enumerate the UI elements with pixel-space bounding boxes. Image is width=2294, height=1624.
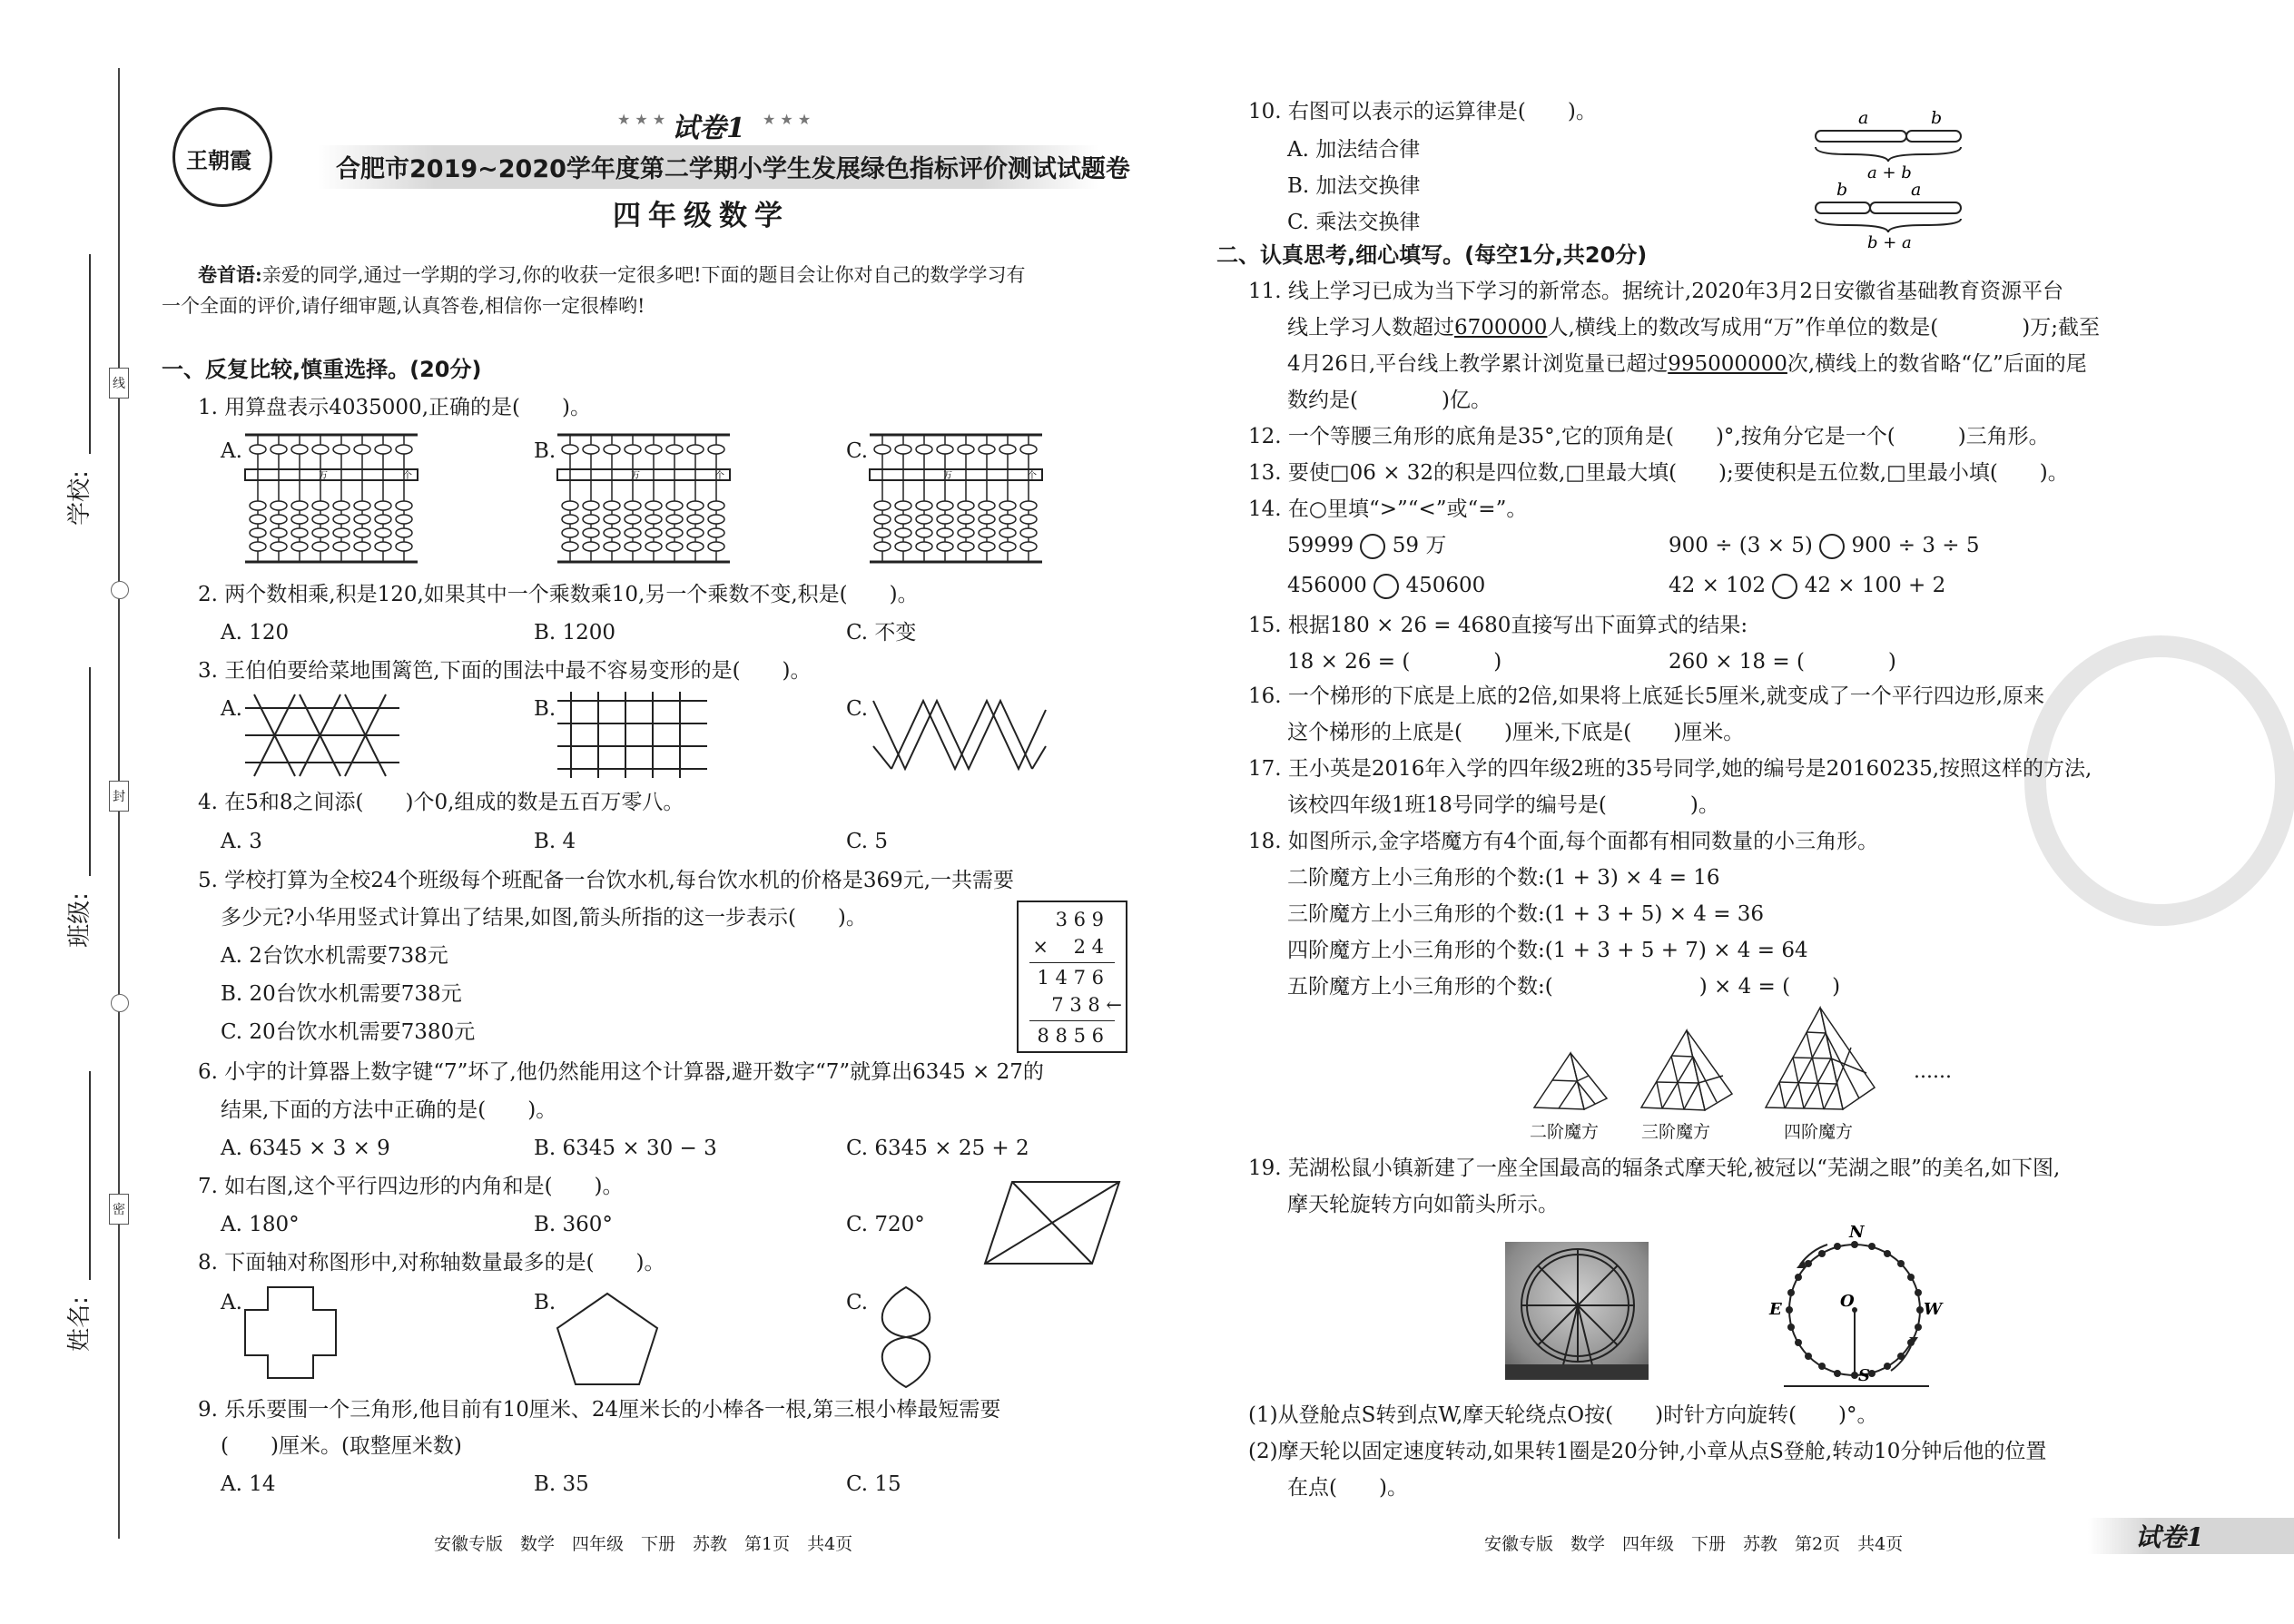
diag-label-a-1: a <box>1858 108 1869 128</box>
q12-stem: 12. 一个等腰三角形的底角是35°,它的顶角是( )°,按角分它是一个( )三角形。 <box>1248 425 2050 448</box>
brand-name: 王朝霞 <box>186 147 251 173</box>
q14-a <box>1287 532 1446 559</box>
pyramid-4 <box>1766 1008 1875 1112</box>
seal-dot-1 <box>111 581 129 599</box>
calc-rule-1 <box>1029 962 1115 963</box>
q7-option-a[interactable]: A. 180° <box>221 1213 300 1236</box>
q11-line-2 <box>1287 314 2100 341</box>
vertical-multiplication <box>1017 901 1127 1053</box>
calc-rule-2 <box>1029 1020 1115 1021</box>
seal-mark-2: 封 <box>109 781 129 812</box>
q3-option-a-label[interactable]: A. <box>221 697 242 721</box>
q6-stem-1: 6. 小宇的计算器上数字键“7”坏了,他仍然能用这个计算器,避开数字“7”就算出6345 × 27的 <box>198 1060 1044 1084</box>
paper-badge: 试卷1 <box>672 113 745 144</box>
compare-circle-4[interactable] <box>1772 574 1797 599</box>
q9-option-c[interactable]: C. 15 <box>846 1472 901 1496</box>
q9-option-a[interactable]: A. 14 <box>221 1472 276 1496</box>
q14-b <box>1669 532 1980 559</box>
point-w: W <box>1924 1300 1943 1319</box>
seal-mark-3: 密 <box>109 1194 129 1225</box>
q8-option-b-label[interactable]: B. <box>534 1291 556 1314</box>
subject-title: 四年级数学 <box>613 200 790 232</box>
q14-c-right: 450600 <box>1405 574 1486 597</box>
q15-a[interactable]: 18 × 26 = ( ) <box>1287 650 1502 674</box>
q10-option-b[interactable]: B. 加法交换律 <box>1287 174 1421 198</box>
q4-option-b[interactable]: B. 4 <box>534 830 576 853</box>
name-label: 姓名: <box>65 1296 94 1352</box>
footer-left: 安徽专版 数学 四年级 下册 苏教 第1页 共4页 <box>434 1534 853 1554</box>
pyramid-2 <box>1534 1053 1607 1112</box>
commutative-diagram <box>1811 107 1965 252</box>
q3-option-c-label[interactable]: C. <box>846 697 869 721</box>
q6-option-a[interactable]: A. 6345 × 3 × 9 <box>221 1137 390 1160</box>
abacus-wan-mark: 万 <box>631 471 640 481</box>
q8-stem: 8. 下面轴对称图形中,对称轴数量最多的是( )。 <box>198 1251 665 1275</box>
q17-line-1: 17. 王小英是2016年入学的四年级2班的35号同学,她的编号是20160235,按照这样的方法, <box>1248 757 2092 781</box>
q16-line-2: 这个梯形的上底是( )厘米,下底是( )厘米。 <box>1287 721 1745 744</box>
class-label: 班级: <box>65 892 94 948</box>
q2-option-a[interactable]: A. 120 <box>221 621 290 645</box>
pyramid-ellipsis: ...... <box>1914 1060 1952 1083</box>
q11-line-1: 11. 线上学习已成为当下学习的新常态。据统计,2020年3月2日安徽省基础教育资源平台 <box>1248 280 2063 303</box>
calc-row-4: 7 3 8 ← <box>1051 994 1122 1016</box>
q14-c <box>1287 572 1485 599</box>
q11-line-4: 数约是( )亿。 <box>1287 389 1492 412</box>
q4-option-c[interactable]: C. 5 <box>846 830 889 853</box>
class-blank[interactable] <box>89 667 91 876</box>
q14-d-left: 42 × 102 <box>1669 574 1767 597</box>
abacus-ge-mark: 个 <box>1028 471 1037 481</box>
q19-part-2-line-1: (2)摩天轮以固定速度转动,如果转1圈是20分钟,小章从点S登舱,转动10分钟后他的位置 <box>1248 1440 2047 1463</box>
paper-title: 合肥市2019~2020学年度第二学期小学生发展绿色指标评价测试试题卷 <box>336 155 1130 183</box>
q8-option-a-label[interactable]: A. <box>221 1291 242 1314</box>
point-n: N <box>1849 1223 1865 1242</box>
q18-line-3: 三阶魔方上小三角形的个数:(1 + 3 + 5) × 4 = 36 <box>1287 902 1765 926</box>
q3-option-b-label[interactable]: B. <box>534 697 556 721</box>
wheel-diagram <box>1769 1223 1943 1398</box>
diag-label-b-1: b <box>1931 108 1943 128</box>
q14-d <box>1669 572 1945 599</box>
diag-label-a-2: a <box>1911 180 1922 200</box>
q2-stem: 2. 两个数相乘,积是120,如果其中一个乘数乘10,另一个乘数不变,积是( )。 <box>198 583 919 606</box>
pyramid-4-label: 四阶魔方 <box>1784 1122 1854 1142</box>
diag-sum-2: b + a <box>1867 233 1912 252</box>
pyramid-3-label: 三阶魔方 <box>1641 1122 1711 1142</box>
footer-right: 安徽专版 数学 四年级 下册 苏教 第2页 共4页 <box>1484 1534 1904 1554</box>
abacus-ge-mark: 个 <box>715 471 724 481</box>
q3-stem: 3. 王伯伯要给菜地围篱笆,下面的围法中最不容易变形的是( )。 <box>198 659 812 683</box>
q4-option-a[interactable]: A. 3 <box>221 830 262 853</box>
q14-d-right: 42 × 100 + 2 <box>1804 574 1946 597</box>
q7-option-b[interactable]: B. 360° <box>534 1213 613 1236</box>
pyramid-2-label: 二阶魔方 <box>1530 1122 1600 1142</box>
q5-option-b[interactable]: B. 20台饮水机需要738元 <box>221 982 462 1006</box>
q10-option-a[interactable]: A. 加法结合律 <box>1287 138 1421 162</box>
q10-option-c[interactable]: C. 乘法交换律 <box>1287 211 1421 234</box>
q2-option-b[interactable]: B. 1200 <box>534 621 616 645</box>
abacus-c <box>870 431 1042 567</box>
compare-circle-2[interactable] <box>1819 534 1845 559</box>
footer-tag: 试卷1 <box>2135 1522 2204 1552</box>
abacus-wan-mark: 万 <box>319 471 328 481</box>
q18-line-1: 18. 如图所示,金字塔魔方有4个面,每个面都有相同数量的小三角形。 <box>1248 830 1879 853</box>
abacus-ge-mark: 个 <box>403 471 412 481</box>
q5-option-c[interactable]: C. 20台饮水机需要7380元 <box>221 1020 476 1044</box>
fence-diamonds <box>873 692 1046 778</box>
diag-label-b-2: b <box>1836 180 1848 200</box>
name-blank[interactable] <box>89 1071 91 1280</box>
q11-l3-post: 次,横线上的数省略“亿”后面的尾 <box>1787 352 2087 376</box>
school-blank[interactable] <box>89 254 91 454</box>
compare-circle-1[interactable] <box>1360 534 1385 559</box>
ferris-wheel-sketch <box>1505 1242 1649 1380</box>
fence-triangles <box>245 694 399 776</box>
q7-option-c[interactable]: C. 720° <box>846 1213 925 1236</box>
point-o: O <box>1840 1292 1855 1311</box>
q9-option-b[interactable]: B. 35 <box>534 1472 589 1496</box>
pyramid-3 <box>1641 1030 1732 1112</box>
q6-option-c[interactable]: C. 6345 × 25 + 2 <box>846 1137 1029 1160</box>
calc-row-3: 1 4 7 6 <box>1037 967 1104 989</box>
q14-b-left: 900 ÷ (3 × 5) <box>1669 534 1813 557</box>
q14-b-right: 900 ÷ 3 ÷ 5 <box>1851 534 1980 557</box>
intro-text-1: 亲爱的同学,通过一学期的学习,你的收获一定很多吧!下面的题目会让你对自己的数学学习有 <box>261 264 1026 286</box>
q11-line-3 <box>1287 350 2087 378</box>
section-2-heading: 二、认真思考,细心填写。(每空1分,共20分) <box>1216 242 1648 268</box>
compare-circle-3[interactable] <box>1373 574 1399 599</box>
abacus-b <box>557 431 730 567</box>
calc-row-1: 3 6 9 <box>1055 909 1104 930</box>
q8-option-c-label[interactable]: C. <box>846 1291 869 1314</box>
q16-line-1: 16. 一个梯形的下底是上底的2倍,如果将上底延长5厘米,就变成了一个平行四边形,原来 <box>1248 684 2045 708</box>
abacus-wan-mark: 万 <box>943 471 952 481</box>
point-e: E <box>1769 1300 1782 1319</box>
q6-stem-2: 结果,下面的方法中正确的是( )。 <box>221 1098 557 1122</box>
q1-option-b-label[interactable]: B. <box>534 439 556 463</box>
parallelogram-figure <box>985 1180 1121 1266</box>
q18-line-5: 五阶魔方上小三角形的个数:( ) × 4 = ( ) <box>1287 975 1841 999</box>
q11-number-2: 995000000 <box>1668 352 1787 376</box>
q19-part-1: (1)从登舱点S转到点W,摩天轮绕点O按( )时针方向旋转( )°。 <box>1248 1403 1878 1427</box>
q5-stem-1: 5. 学校打算为全校24个班级每个班配备一台饮水机,每台饮水机的价格是369元,一共需要 <box>198 869 1015 892</box>
q19-line-1: 19. 芜湖松鼠小镇新建了一座全国最高的辐条式摩天轮,被冠以“芜湖之眼”的美名,如下图, <box>1248 1156 2061 1180</box>
q6-option-b[interactable]: B. 6345 × 30 − 3 <box>534 1137 717 1160</box>
q1-option-c-label[interactable]: C. <box>846 439 869 463</box>
q11-number-1: 6700000 <box>1454 316 1548 340</box>
q11-l2-post: 人,横线上的数改写成用“万”作单位的数是( )万;截至 <box>1547 316 2100 340</box>
ferris-wheel-photo <box>1505 1242 1649 1380</box>
q15-b[interactable]: 260 × 18 = ( ) <box>1669 650 1896 674</box>
q10-stem: 10. 右图可以表示的运算律是( )。 <box>1248 100 1597 123</box>
pentagon-shape <box>557 1294 657 1384</box>
q17-line-2: 该校四年级1班18号同学的编号是( )。 <box>1287 793 1719 817</box>
q14-stem: 14. 在○里填“>”“<”或“=”。 <box>1248 497 1528 521</box>
abacus-a <box>245 431 418 567</box>
seal-dot-2 <box>111 994 129 1012</box>
q13-stem: 13. 要使□06 × 32的积是四位数,□里最大填( );要使积是五位数,□里最小填( )。 <box>1248 461 2069 485</box>
q1-stem: 1. 用算盘表示4035000,正确的是( )。 <box>198 396 591 419</box>
header-stars: ★ ★ ★ <box>617 111 666 128</box>
diag-sum-1: a + b <box>1867 163 1912 182</box>
section-1-heading: 一、反复比较,慎重选择。(20分) <box>162 357 482 382</box>
q18-line-4: 四阶魔方上小三角形的个数:(1 + 3 + 5 + 7) × 4 = 64 <box>1287 939 1808 962</box>
brand-logo <box>172 107 272 207</box>
header-stars-2: ★ ★ ★ <box>763 111 812 128</box>
fence-squares <box>557 692 707 778</box>
double-arc-shape <box>870 1287 942 1387</box>
q4-stem: 4. 在5和8之间添( )个0,组成的数是五百万零八。 <box>198 791 684 814</box>
q5-stem-2: 多少元?小华用竖式计算出了结果,如图,箭头所指的这一步表示( )。 <box>221 906 867 930</box>
q9-stem-2: ( )厘米。(取整厘米数) <box>221 1434 462 1458</box>
calc-row-5: 8 8 5 6 <box>1037 1025 1104 1047</box>
q14-a-right: 59 万 <box>1392 534 1447 557</box>
q7-stem: 7. 如右图,这个平行四边形的内角和是( )。 <box>198 1175 624 1198</box>
q19-line-2: 摩天轮旋转方向如箭头所示。 <box>1287 1193 1559 1216</box>
q9-stem-1: 9. 乐乐要围一个三角形,他目前有10厘米、24厘米长的小棒各一根,第三根小棒最短需要 <box>198 1398 1001 1422</box>
q14-a-left: 59999 <box>1287 534 1354 557</box>
intro-label: 卷首语: <box>198 263 262 286</box>
point-s: S <box>1858 1366 1870 1385</box>
q11-l3-pre: 4月26日,平台线上教学累计浏览量已超过 <box>1287 352 1669 376</box>
q5-option-a[interactable]: A. 2台饮水机需要738元 <box>221 944 448 968</box>
intro-line-1 <box>198 261 1026 289</box>
calc-row-2: × 2 4 <box>1032 936 1104 958</box>
seal-mark-1: 线 <box>109 368 129 399</box>
q1-option-a-label[interactable]: A. <box>221 439 242 463</box>
q18-line-2: 二阶魔方上小三角形的个数:(1 + 3) × 4 = 16 <box>1287 866 1720 890</box>
intro-line-2: 一个全面的评价,请仔细审题,认真答卷,相信你一定很棒哟! <box>162 295 645 317</box>
q2-option-c[interactable]: C. 不变 <box>846 621 917 645</box>
q14-c-left: 456000 <box>1287 574 1367 597</box>
q19-part-2-line-2: 在点( )。 <box>1287 1476 1408 1500</box>
cross-shape <box>245 1287 336 1378</box>
q11-l2-pre: 线上学习人数超过 <box>1287 316 1454 340</box>
school-label: 学校: <box>65 470 94 526</box>
q15-stem: 15. 根据180 × 26 = 4680直接写出下面算式的结果: <box>1248 614 1748 637</box>
